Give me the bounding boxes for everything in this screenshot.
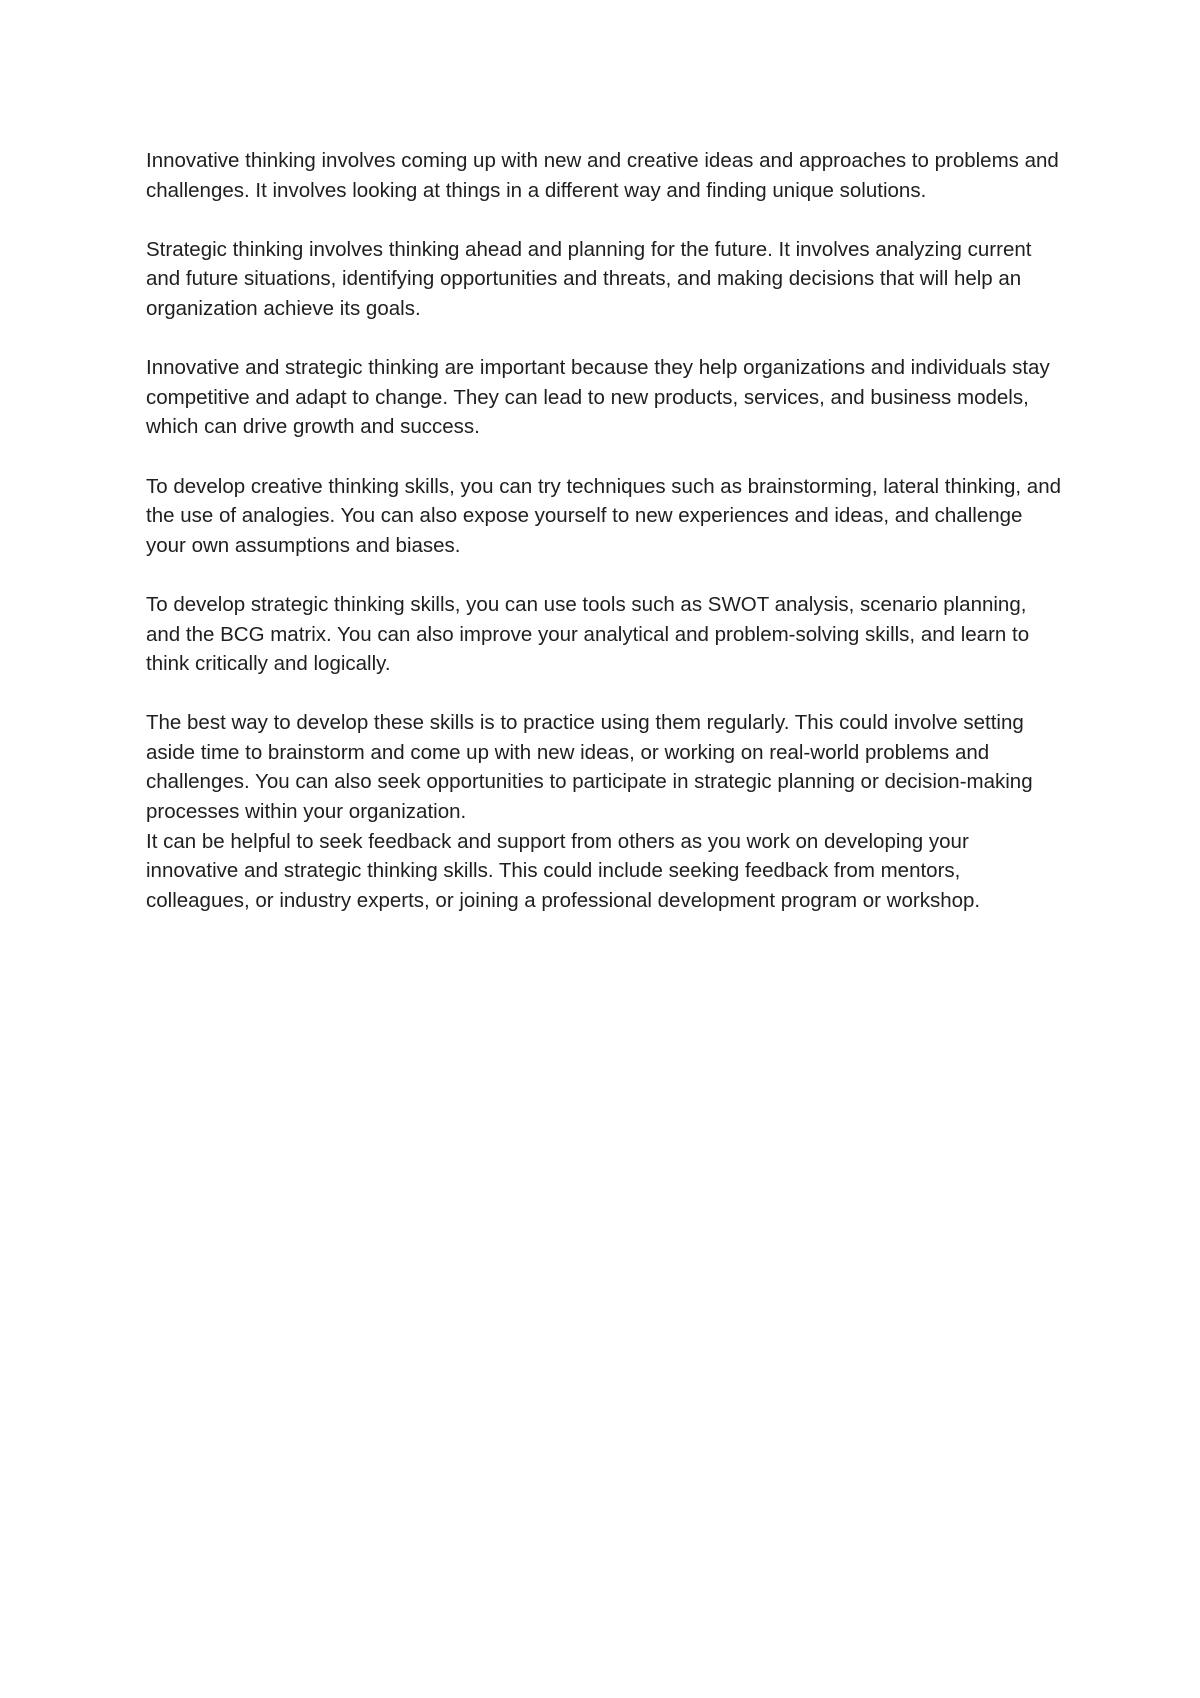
paragraph-strategic-thinking: Strategic thinking involves thinking ahead and planning for the future. It involves analyzing current and future situations, identifying opportunities and threats, and making decisions that will help an organization achieve its goals. [146,237,1032,320]
document-body [146,146,1066,915]
paragraph-strategic-skills: To develop strategic thinking skills, you can use tools such as SWOT analysis, scenario planning, and the BCG matrix. You can also improve your analytical and problem-solving skills, and learn to think critically and logically. [146,592,1030,676]
paragraph-practice: The best way to develop these skills is to practice using them regularly. This could involve setting aside time to brainstorm and come up with new ideas, or working on real-world problems and challenges. You can also seek opportunities to participate in strategic planning or decision-making processes within your organization. [146,711,1033,824]
paragraph-feedback: It can be helpful to seek feedback and support from others as you work on developing your innovative and strategic thinking skills. This could include seeking feedback from mentors, colleagues, or industry experts, or joining a professional development program or workshop. [146,829,981,912]
paragraph-creative-skills: To develop creative thinking skills, you can try techniques such as brainstorming, lateral thinking, and the use of analogies. You can also expose yourself to new experiences and ideas, and challenge your own assumptions and biases. [146,474,1062,557]
paragraph-innovative-thinking: Innovative thinking involves coming up with new and creative ideas and approaches to problems and challenges. It involves looking at things in a different way and finding unique solutions. [146,149,1059,202]
paragraph-importance: Innovative and strategic thinking are important because they help organizations and individuals stay competitive and adapt to change. They can lead to new products, services, and business models, which can drive growth and success. [146,356,1050,439]
